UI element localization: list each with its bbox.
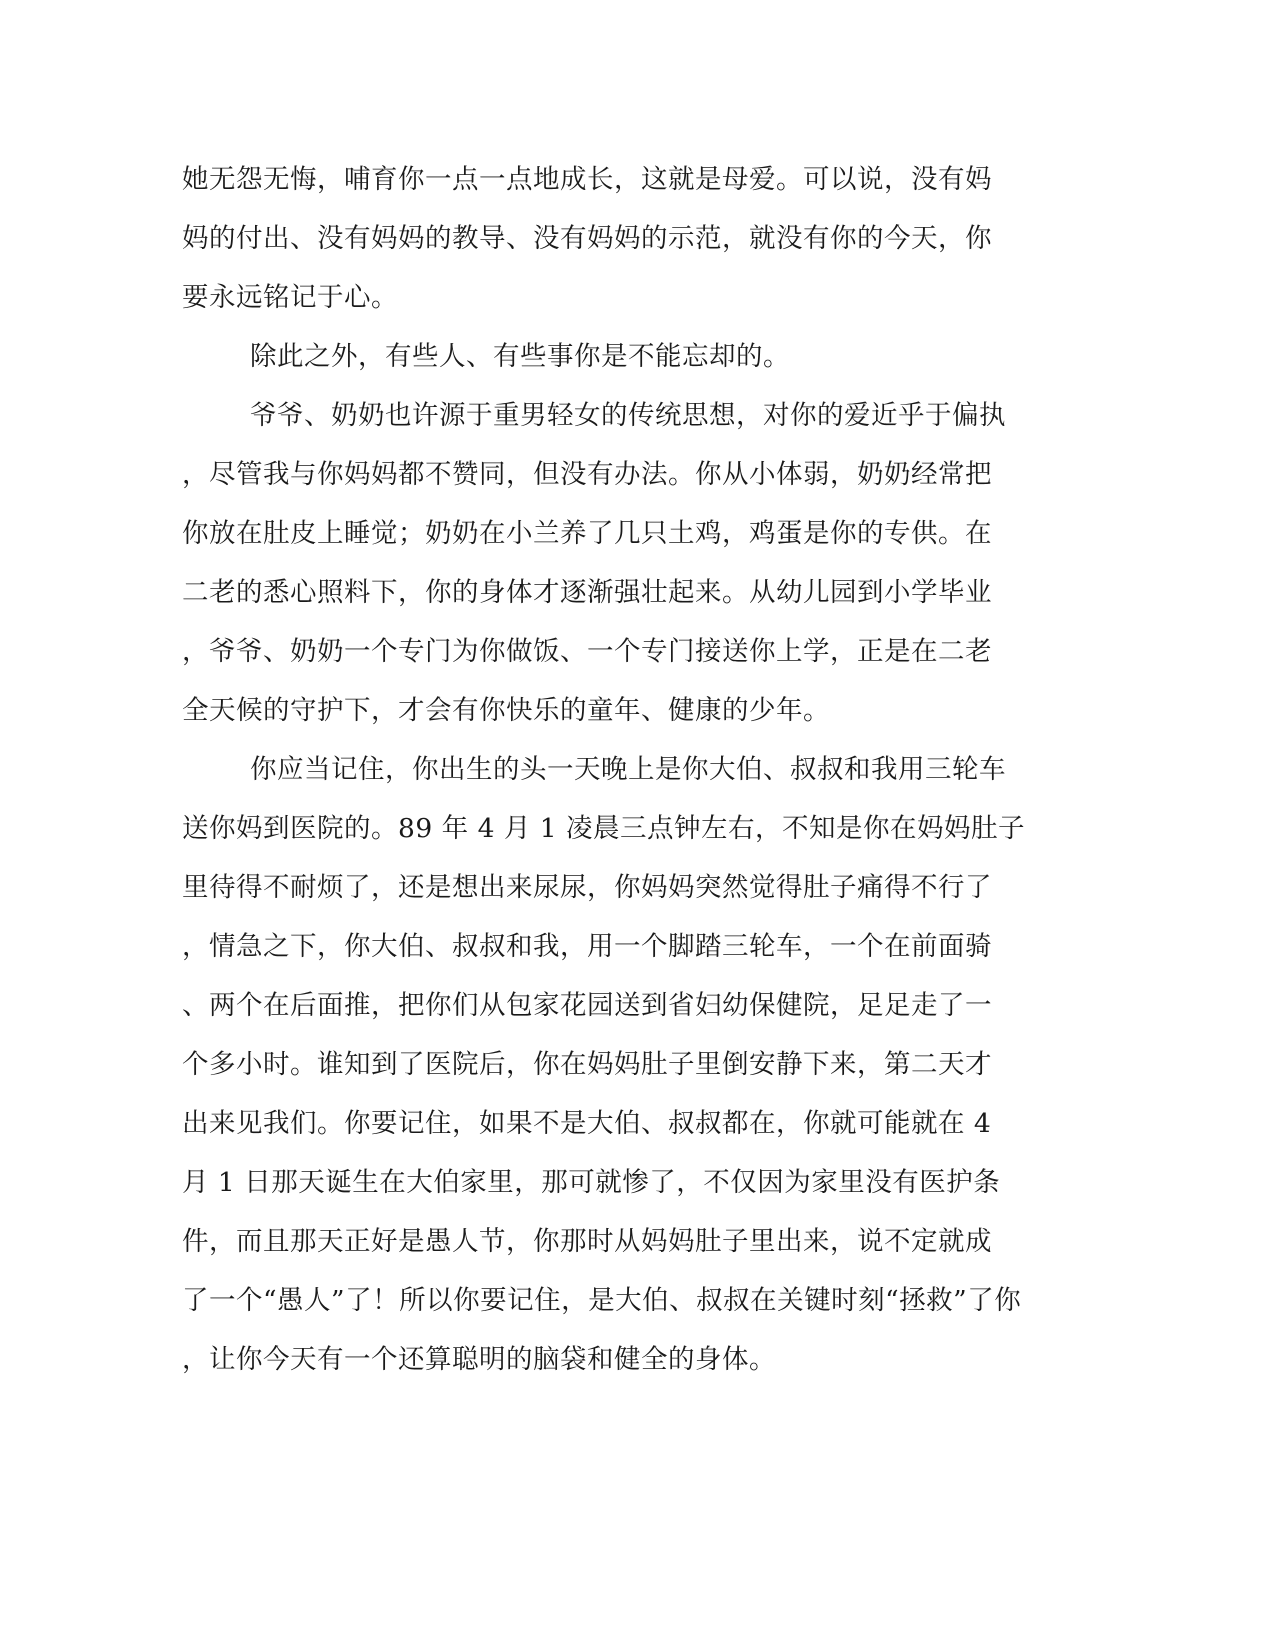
text-line: 送你妈到医院的。89 年 4 月 1 凌晨三点钟左右，不知是你在妈妈肚子 bbox=[182, 813, 1026, 844]
text-line: 你放在肚皮上睡觉；奶奶在小兰养了几只土鸡，鸡蛋是你的专供。在 bbox=[182, 518, 992, 549]
text-line: 个多小时。谁知到了医院后，你在妈妈肚子里倒安静下来，第二天才 bbox=[182, 1049, 992, 1080]
text-line: 了一个“愚人”了！所以你要记住，是大伯、叔叔在关键时刻“拯救”了你 bbox=[182, 1285, 1022, 1316]
text-line: ，情急之下，你大伯、叔叔和我，用一个脚踏三轮车，一个在前面骑 bbox=[182, 931, 992, 962]
text-line: ，让你今天有一个还算聪明的脑袋和健全的身体。 bbox=[182, 1344, 776, 1375]
text-line: 妈的付出、没有妈妈的教导、没有妈妈的示范，就没有你的今天，你 bbox=[182, 223, 992, 254]
text-line: 她无怨无悔，哺育你一点一点地成长，这就是母爱。可以说，没有妈 bbox=[182, 164, 992, 195]
text-line: ，爷爷、奶奶一个专门为你做饭、一个专门接送你上学，正是在二老 bbox=[182, 636, 992, 667]
text-line: 里待得不耐烦了，还是想出来尿尿，你妈妈突然觉得肚子痛得不行了 bbox=[182, 872, 992, 903]
text-line: 要永远铭记于心。 bbox=[182, 282, 398, 313]
text-line: 爷爷、奶奶也许源于重男轻女的传统思想，对你的爱近乎于偏执 bbox=[250, 400, 1006, 431]
text-line: 、两个在后面推，把你们从包家花园送到省妇幼保健院，足足走了一 bbox=[182, 990, 992, 1021]
text-line: ，尽管我与你妈妈都不赞同，但没有办法。你从小体弱，奶奶经常把 bbox=[182, 459, 992, 490]
text-line: 全天候的守护下，才会有你快乐的童年、健康的少年。 bbox=[182, 695, 830, 726]
text-line: 月 1 日那天诞生在大伯家里，那可就惨了，不仅因为家里没有医护条 bbox=[182, 1167, 1001, 1198]
text-line: 你应当记住，你出生的头一天晚上是你大伯、叔叔和我用三轮车 bbox=[250, 754, 1006, 785]
text-line: 件，而且那天正好是愚人节，你那时从妈妈肚子里出来，说不定就成 bbox=[182, 1226, 992, 1257]
text-line: 除此之外，有些人、有些事你是不能忘却的。 bbox=[250, 341, 790, 372]
text-line: 出来见我们。你要记住，如果不是大伯、叔叔都在，你就可能就在 4 bbox=[182, 1108, 992, 1139]
text-line: 二老的悉心照料下，你的身体才逐渐强壮起来。从幼儿园到小学毕业 bbox=[182, 577, 992, 608]
